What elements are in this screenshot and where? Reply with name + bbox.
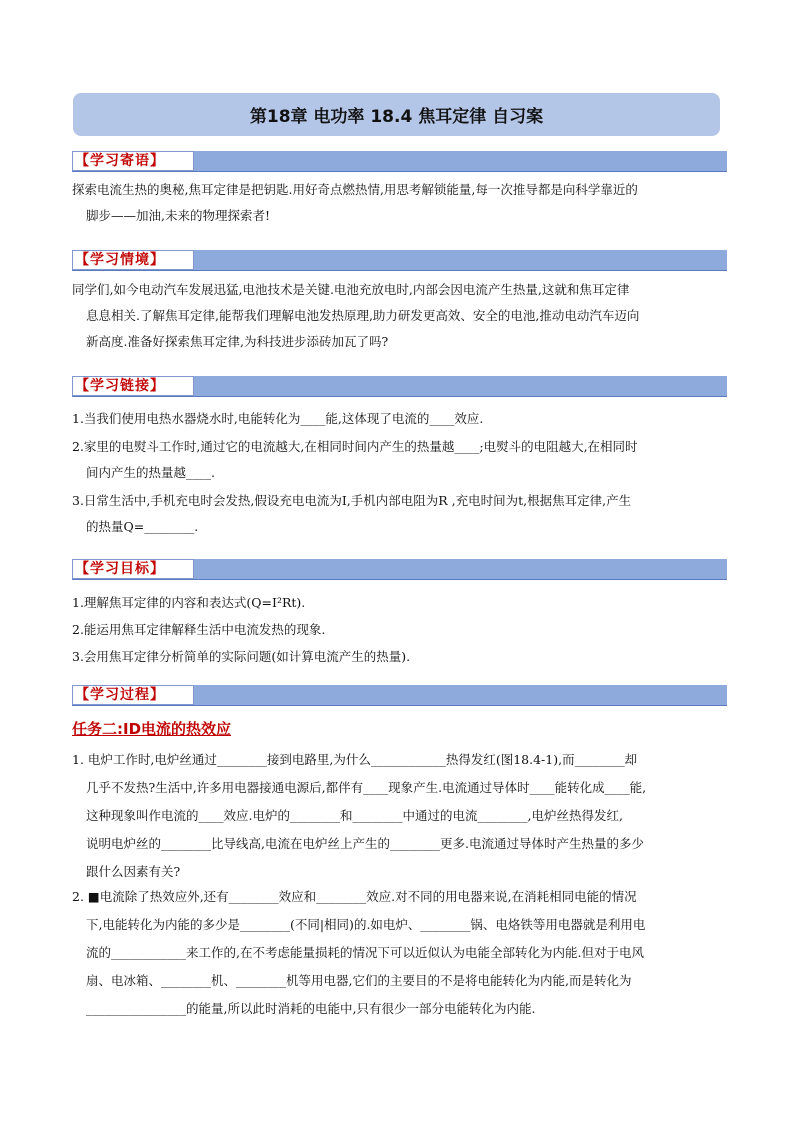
qingjing-paragraph: [72, 277, 724, 355]
q2-line-3: 流的____________来工作的,在不考虑能量损耗的情况下可以近似认为电能全部转化为内能.但对于电风: [86, 945, 644, 960]
section-label-jiyu: 【学习寄语】: [72, 151, 194, 171]
mubiao-item-1: [72, 590, 724, 616]
page-title: [73, 93, 720, 136]
q1-line-5: 跟什么因素有关?: [86, 864, 181, 879]
qingjing-line-2: 息息相关.了解焦耳定律,能帮我们理解电池发热原理,助力研发更高效、安全的电池,推动电动汽车迈向: [86, 308, 640, 323]
jiyu-line-1: 探索电流生热的奥秘,焦耳定律是把钥匙.用好奇点燃热情,用思考解锁能量,每一次推导都是向科学靠近的: [72, 182, 638, 197]
q2-line-5: ________________的能量,所以此时消耗的电能中,只有很少一部分电能转化为内能.: [86, 1001, 536, 1016]
section-label-mubiao: 【学习目标】: [72, 559, 194, 579]
task-title: 任务二:ID电流的热效应: [72, 720, 232, 738]
qingjing-line-1: 同学们,如今电动汽车发展迅猛,电池技术是关键.电池充放电时,内部会因电流产生热量,这就和焦耳定律: [72, 282, 630, 297]
jiyu-line-2: 脚步——加油,未来的物理探索者!: [86, 208, 270, 223]
q2-line-1: 2. ■电流除了热效应外,还有________效应和________效应.对不同的用电器来说,在消耗相同电能的情况: [72, 889, 637, 904]
page-title-text: 第18章 电功率 18.4 焦耳定律 自习案: [249, 107, 544, 127]
q1-line-4: 说明电炉丝的________比导线高,电流在电炉丝上产生的________更多.电流通过导体时产生热量的多少: [86, 836, 644, 851]
q1-line-3: 这种现象叫作电流的____效应.电炉的________和________中通过的电流________,电炉丝热得发红,: [86, 808, 623, 823]
section-label-guocheng: 【学习过程】: [72, 685, 194, 705]
mubiao-item-2: [72, 617, 724, 643]
question-2: [72, 883, 727, 1023]
section-label-qingjing: 【学习情境】: [72, 250, 194, 270]
lianjie-item-2-line-1: 2.家里的电熨斗工作时,通过它的电流越大,在相同时间内产生的热量越____;电熨斗的电阻越大,在相同时: [72, 439, 638, 454]
q2-line-4: 扇、电冰箱、________机、________机等用电器,它们的主要目的不是将电能转化为内能,而是转化为: [86, 973, 632, 988]
mubiao-item-3-text: 3.会用焦耳定律分析简单的实际问题(如计算电流产生的热量).: [72, 649, 411, 664]
lianjie-item-1: [72, 406, 724, 432]
section-bar-guocheng: [72, 685, 727, 706]
question-1: [72, 746, 727, 886]
qingjing-line-3: 新高度.准备好探索焦耳定律,为科技进步添砖加瓦了吗?: [86, 334, 389, 349]
mubiao-item-2-text: 2.能运用焦耳定律解释生活中电流发热的现象.: [72, 622, 326, 637]
section-bar-mubiao: [72, 559, 727, 580]
section-label-lianjie: 【学习链接】: [72, 376, 194, 396]
lianjie-item-3-line-2: 的热量Q=________.: [86, 519, 199, 534]
q1-line-1: 1. 电炉工作时,电炉丝通过________接到电路里,为什么____________热得发红(图18.4-1),而________却: [72, 752, 638, 767]
section-bar-lianjie: [72, 376, 727, 397]
jiyu-paragraph: [72, 177, 724, 229]
section-bar-jiyu: [72, 151, 727, 172]
lianjie-item-2: [72, 434, 724, 486]
lianjie-item-3-line-1: 3.日常生活中,手机充电时会发热,假设充电电流为I,手机内部电阻为R ,充电时间为t,根据焦耳定律,产生: [72, 493, 632, 508]
mubiao-item-3: [72, 644, 724, 670]
q1-line-2: 几乎不发热?生活中,许多用电器接通电源后,都伴有____现象产生.电流通过导体时____能转化成____能,: [86, 780, 647, 795]
lianjie-item-3: [72, 488, 724, 540]
mubiao-item-1-text: 1.理解焦耳定律的内容和表达式(Q=I²Rt).: [72, 595, 306, 610]
lianjie-item-1-text: 1.当我们使用电热水器烧水时,电能转化为____能,这体现了电流的____效应.: [72, 411, 484, 426]
lianjie-item-2-line-2: 间内产生的热量越____.: [86, 465, 215, 480]
q2-line-2: 下,电能转化为内能的多少是________(不同|相同)的.如电炉、________锅、电烙铁等用电器就是利用电: [86, 917, 646, 932]
section-bar-qingjing: [72, 250, 727, 271]
